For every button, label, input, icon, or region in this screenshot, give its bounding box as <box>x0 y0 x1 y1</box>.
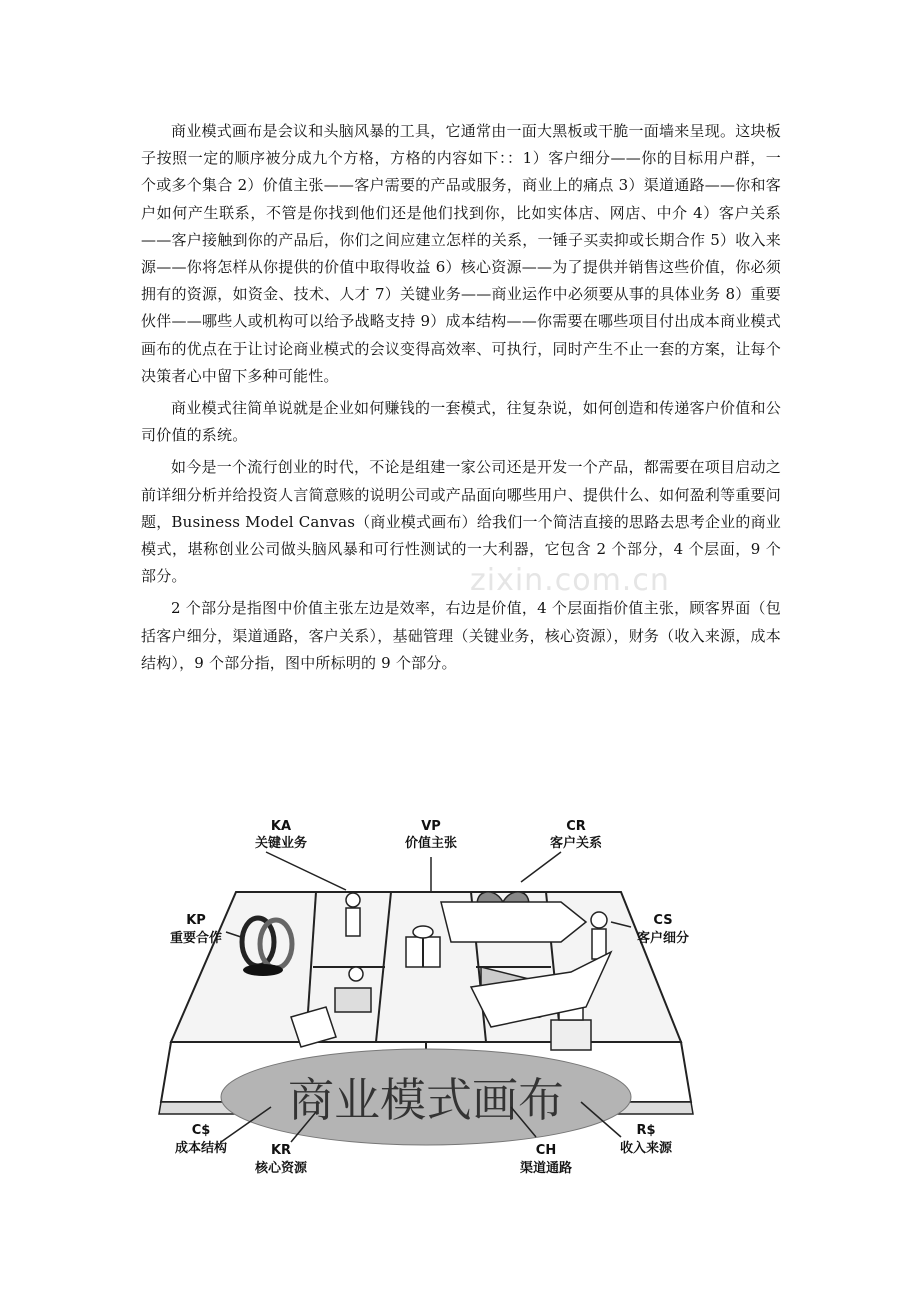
watermark: zixin.com.cn <box>470 563 670 598</box>
canvas-illustration <box>141 812 711 1182</box>
ka-code: KA <box>270 819 292 834</box>
rev-label: 收入来源 <box>619 1141 673 1156</box>
ch-label: 渠道通路 <box>519 1161 573 1176</box>
business-model-canvas-figure <box>141 812 711 1182</box>
cost-code: C$ <box>191 1123 211 1138</box>
kp-code: KP <box>186 913 206 928</box>
cs-code: CS <box>653 913 673 928</box>
cr-label: 客户关系 <box>549 836 603 851</box>
article-body <box>141 118 781 682</box>
ka-label: 关键业务 <box>254 836 308 851</box>
kp-label: 重要合作 <box>169 931 223 946</box>
worker-icon <box>346 893 360 936</box>
canvas-title: 商业模式画布 <box>288 1073 564 1127</box>
paragraph-2: 商业模式往简单说就是企业如何赚钱的一套模式，往复杂说，如何创造和传递客户价值和公司价值的系统。 <box>141 399 781 445</box>
cost-label: 成本结构 <box>174 1141 228 1156</box>
customer-icon <box>591 912 607 959</box>
kr-code: KR <box>270 1143 292 1158</box>
paragraph-1: 商业模式画布是会议和头脑风暴的工具，它通常由一面大黑板或干脆一面墙来呈现。这块板子按照一定的顺序被分成九个方格，方格的内容如下：：1）客户细分——你的目标用户群，一个或多个集合 2）价值主张——客户需要的产品或服务，商业上的痛点 3）渠道通路——你和客户如何产生联系，不管是你找到他们还是他们找到你，比如实体店、网店、中介 4）客户关系——客户接触到你的产品后，你们之间应建立怎样的关系，一锤子买卖抑或长期合作 5）收入来源——你将怎样从你提供的价值中取得收益 6）核心资源——为了提供并销售这些价值，你必须拥有的资源，如资金、技术、人才 7）关键业务——商业运作中必须要从事的具体业务 8）重要伙伴——哪些人或机构可以给予战略支持 9）成本结构——你需要在哪些项目付出成本商业模式画布的优点在于让讨论商业模式的会议变得高效率、可执行，同时产生不止一套的方案，让每个决策者心中留下多种可能性。 <box>141 122 781 385</box>
ch-code: CH <box>535 1143 557 1158</box>
rev-code: R$ <box>636 1123 656 1138</box>
vp-label: 价值主张 <box>404 836 458 851</box>
cr-code: CR <box>566 819 586 834</box>
kr-label: 核心资源 <box>254 1161 308 1176</box>
paragraph-4: 2 个部分是指图中价值主张左边是效率，右边是价值，4 个层面指价值主张，顾客界面（包括客户细分，渠道通路，客户关系），基础管理（关键业务，核心资源），财务（收入来源，成本结构），9 个部分指，图中所标明的 9 个部分。 <box>141 599 781 672</box>
cs-label: 客户细分 <box>636 931 690 946</box>
paragraph-3: 如今是一个流行创业的时代，不论是组建一家公司还是开发一个产品，都需要在项目启动之前详细分析并给投资人言简意赅的说明公司或产品面向哪些用户、提供什么、如何盈利等重要问题，Business Model Canvas（商业模式画布）给我们一个简洁直接的思路去思考企业的商业模式，堪称创业公司做头脑风暴和可行性测试的一大利器，它包含 2 个部分，4 个层面，9 个部分。 <box>141 458 781 586</box>
vp-code: VP <box>421 819 441 834</box>
